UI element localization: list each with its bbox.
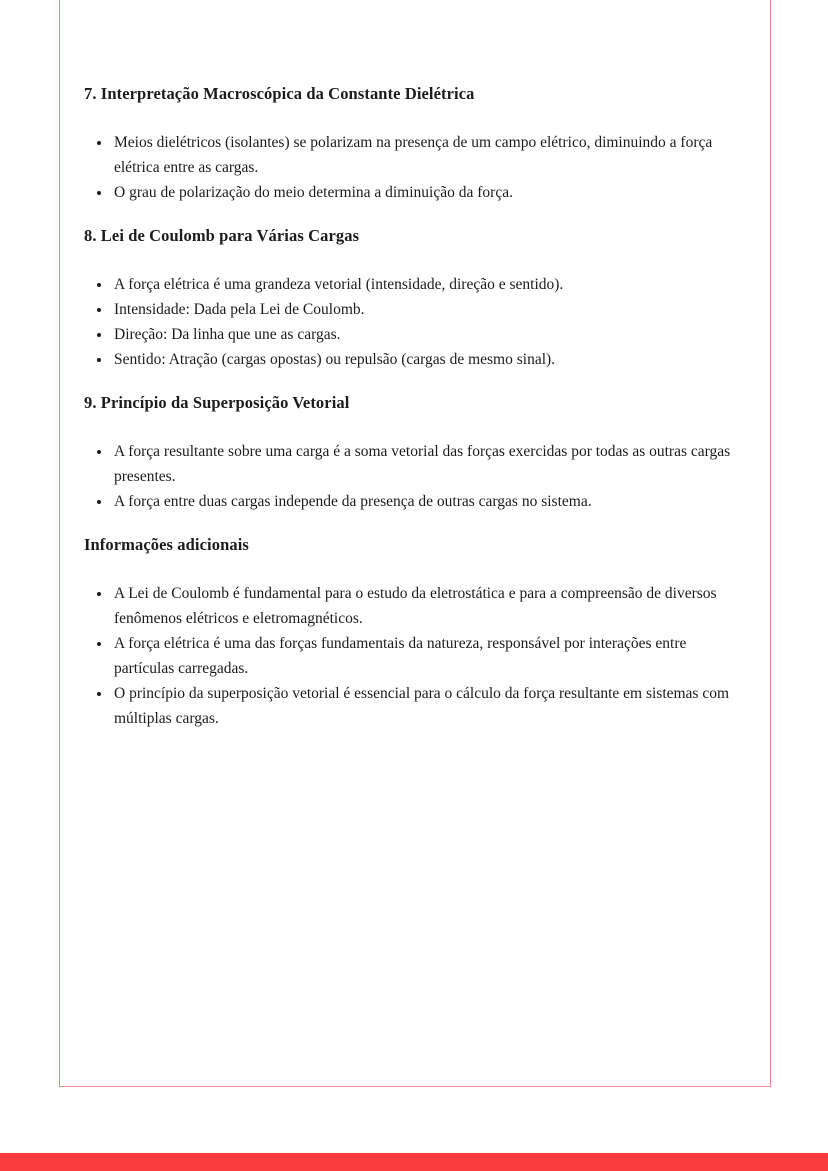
section-additional-info [84,534,742,731]
bullet-list [84,272,742,372]
bullet-item: • O grau de polarização do meio determina a diminuição da força. [112,180,742,205]
document-content [60,0,770,731]
section-heading: 7. Interpretação Macroscópica da Constante Dielétrica [84,84,475,103]
bullet-item: • Direção: Da linha que une as cargas. [112,322,742,347]
footer-accent-bar [0,1153,828,1171]
bullet-item: • Intensidade: Dada pela Lei de Coulomb. [112,297,742,322]
bullet-item: • Sentido: Atração (cargas opostas) ou repulsão (cargas de mesmo sinal). [112,347,742,372]
bullet-item: • O princípio da superposição vetorial é essencial para o cálculo da força resultante em sistemas com múltiplas cargas. [112,681,742,731]
bullet-list [84,439,742,514]
bullet-item: • A Lei de Coulomb é fundamental para o estudo da eletrostática e para a compreensão de diversos fenômenos elétricos e eletromagnéticos. [112,581,742,631]
document-page [59,0,771,1087]
section-dielectric-constant [84,83,742,205]
bullet-item: • A força elétrica é uma grandeza vetorial (intensidade, direção e sentido). [112,272,742,297]
bullet-list [84,581,742,731]
bullet-list [84,130,742,205]
bullet-item: • Meios dielétricos (isolantes) se polarizam na presença de um campo elétrico, diminuindo a força elétrica entre as cargas. [112,130,742,180]
section-coulomb-multiple-charges [84,225,742,372]
section-heading: Informações adicionais [84,535,249,554]
section-superposition-principle [84,392,742,514]
bullet-item: • A força resultante sobre uma carga é a soma vetorial das forças exercidas por todas as outras cargas presentes. [112,439,742,489]
section-heading: 9. Princípio da Superposição Vetorial [84,393,350,412]
bullet-item: • A força elétrica é uma das forças fundamentais da natureza, responsável por interações entre partículas carregadas. [112,631,742,681]
section-heading: 8. Lei de Coulomb para Várias Cargas [84,226,360,245]
bullet-item: • A força entre duas cargas independe da presença de outras cargas no sistema. [112,489,742,514]
